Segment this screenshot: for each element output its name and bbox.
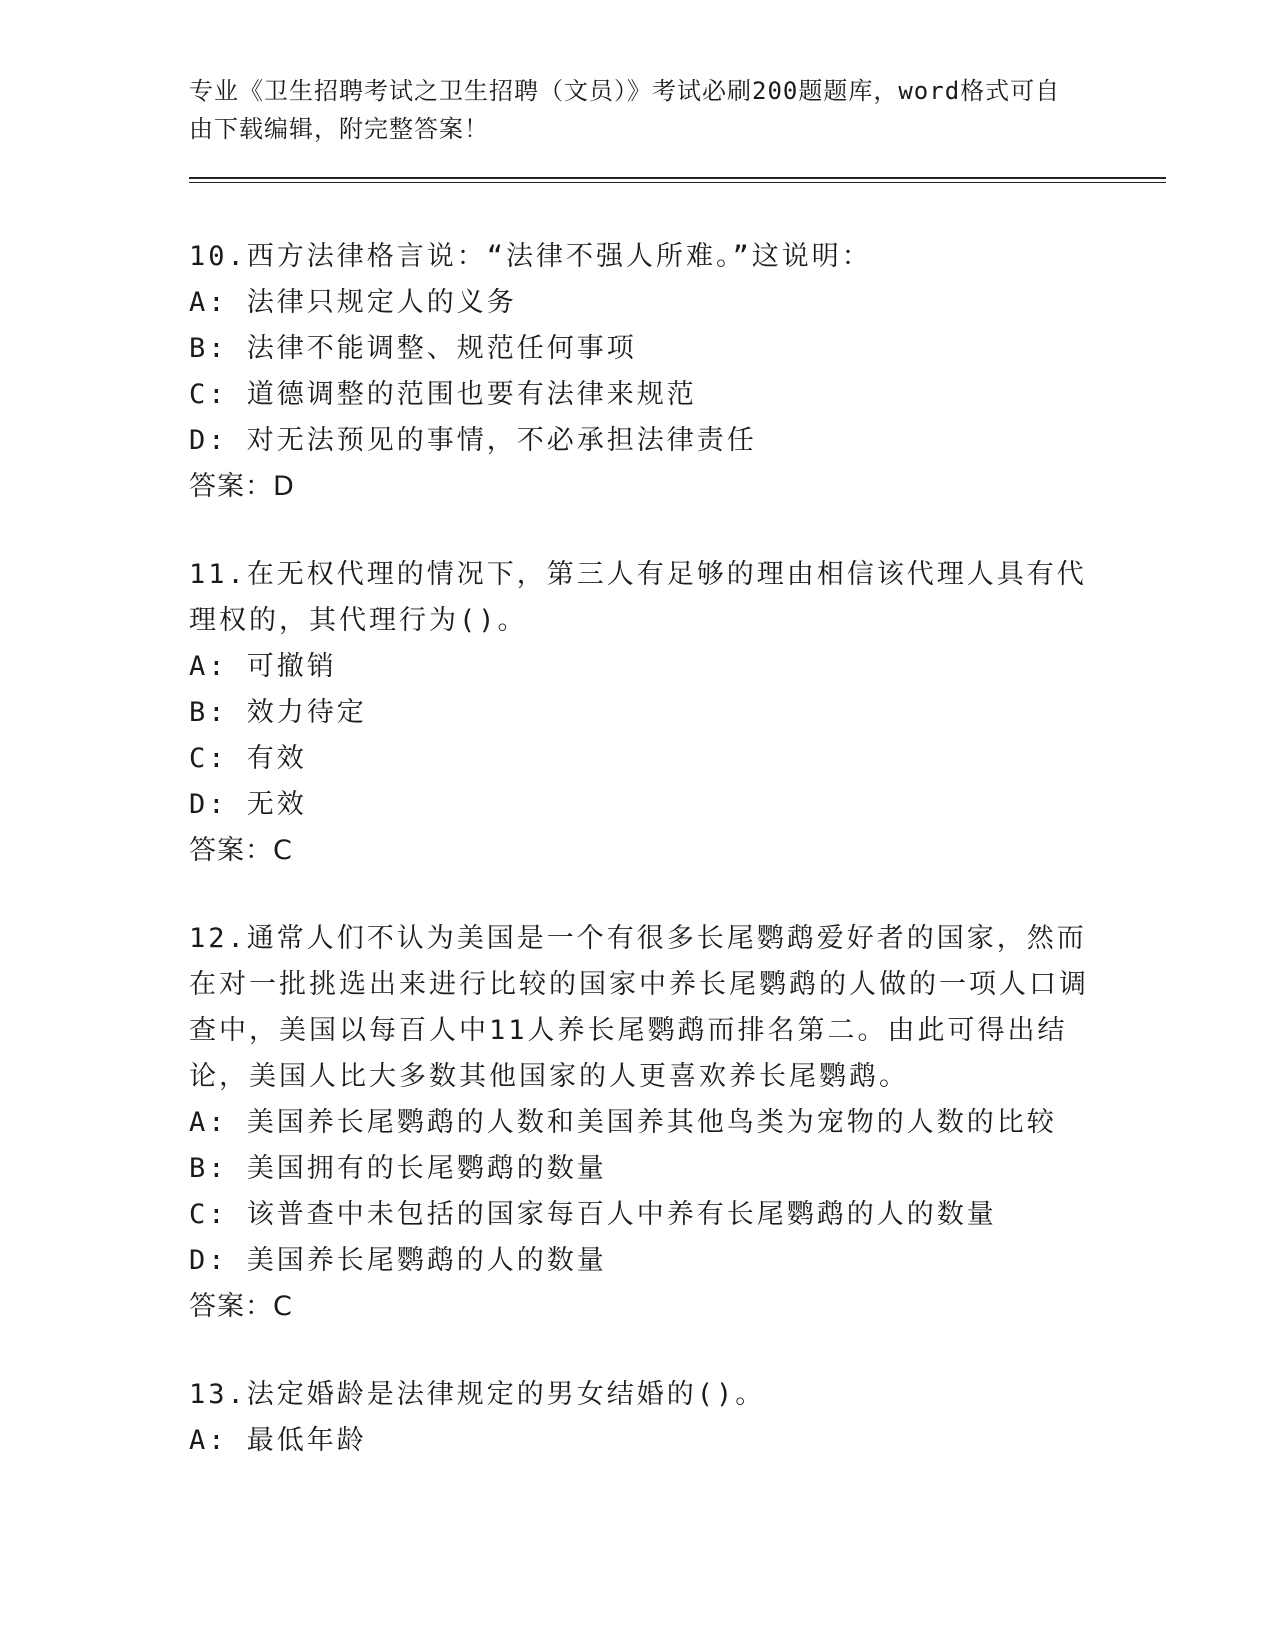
option-a: A: 可撤销 xyxy=(189,651,337,682)
option-d: D: 美国养长尾鹦鹉的人的数量 xyxy=(189,1245,607,1276)
question-list xyxy=(189,234,1089,1506)
question-text: 13.法定婚龄是法律规定的男女结婚的()。 xyxy=(189,1379,766,1410)
option-b: B: 法律不能调整、规范任何事项 xyxy=(189,333,637,364)
question-text: 12.通常人们不认为美国是一个有很多长尾鹦鹉爱好者的国家，然而在对一批挑选出来进行比较的国家中养长尾鹦鹉的人做的一项人口调查中，美国以每百人中11人养长尾鹦鹉而排名第二。由此可得出结论，美国人比大多数其他国家的人更喜欢养长尾鹦鹉。 xyxy=(189,923,1089,1092)
question-text: 11.在无权代理的情况下，第三人有足够的理由相信该代理人具有代理权的，其代理行为()。 xyxy=(189,559,1087,636)
option-a: A: 最低年龄 xyxy=(189,1425,367,1456)
option-c: C: 有效 xyxy=(189,743,307,774)
option-b: B: 美国拥有的长尾鹦鹉的数量 xyxy=(189,1153,607,1184)
option-a: A: 美国养长尾鹦鹉的人数和美国养其他鸟类为宠物的人数的比较 xyxy=(189,1107,1057,1138)
question-text: 10.西方法律格言说：“法律不强人所难。”这说明： xyxy=(189,241,872,272)
option-b: B: 效力待定 xyxy=(189,697,367,728)
document-header: 专业《卫生招聘考试之卫生招聘（文员）》考试必刷200题题库，word格式可自由下载编辑，附完整答案！ xyxy=(189,77,1061,143)
answer-line: 答案：D xyxy=(189,471,295,502)
question-12 xyxy=(189,916,1089,1330)
question-13 xyxy=(189,1372,1089,1464)
answer-line: 答案：C xyxy=(189,835,293,866)
option-c: C: 道德调整的范围也要有法律来规范 xyxy=(189,379,697,410)
question-10 xyxy=(189,234,1089,510)
answer-line: 答案：C xyxy=(189,1291,293,1322)
header-divider-thin xyxy=(189,182,1166,183)
option-d: D: 对无法预见的事情，不必承担法律责任 xyxy=(189,425,757,456)
option-c: C: 该普查中未包括的国家每百人中养有长尾鹦鹉的人的数量 xyxy=(189,1199,997,1230)
question-11 xyxy=(189,552,1089,874)
option-a: A: 法律只规定人的义务 xyxy=(189,287,517,318)
option-d: D: 无效 xyxy=(189,789,307,820)
header-divider-thick xyxy=(189,177,1166,179)
